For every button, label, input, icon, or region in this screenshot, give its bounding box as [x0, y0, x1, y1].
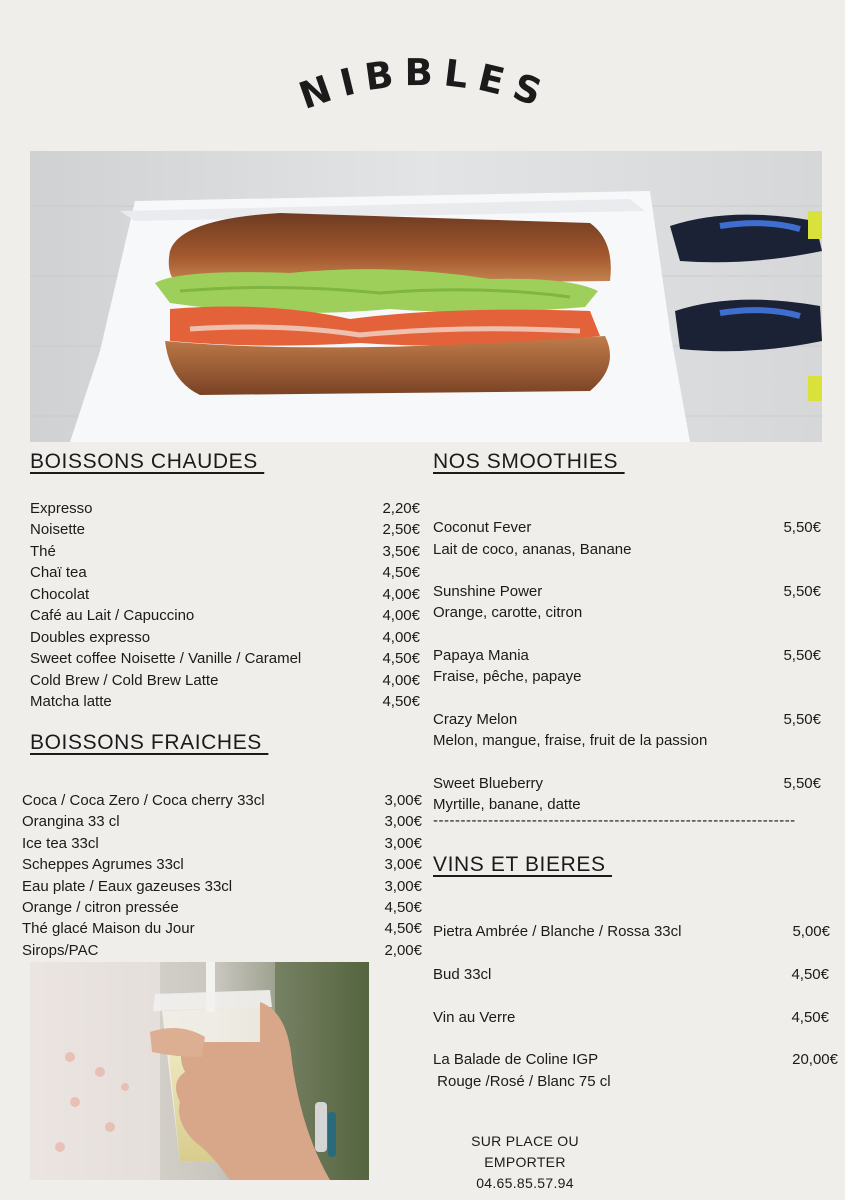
item-description: Melon, mangue, fraise, fruit de la passion	[433, 732, 708, 749]
menu-row	[30, 498, 420, 519]
menu-row	[433, 645, 821, 666]
brand-logo	[290, 40, 560, 135]
item-name: Chaï tea	[30, 564, 87, 581]
item-price: 5,50€	[783, 583, 821, 600]
item-name: Coca / Coca Zero / Coca cherry 33cl	[22, 792, 265, 809]
footer	[430, 1131, 620, 1194]
lemonade-cup-photo	[30, 962, 369, 1180]
item-price: 5,50€	[783, 711, 821, 728]
item-name: Scheppes Agrumes 33cl	[22, 856, 184, 873]
item-name: Sirops/PAC	[22, 942, 99, 959]
item-name: Pietra Ambrée / Blanche / Rossa 33cl	[433, 923, 682, 940]
item-name: Café au Lait / Capuccino	[30, 607, 195, 624]
item-price: 2,20€	[382, 500, 420, 517]
menu-row	[433, 921, 830, 942]
item-price: 4,00€	[382, 607, 420, 624]
item-name: Sweet Blueberry	[433, 775, 544, 792]
item-price: 3,00€	[384, 792, 422, 809]
menu-row	[22, 940, 422, 961]
footer-service: SUR PLACE OU EMPORTER	[471, 1133, 579, 1170]
menu-row	[22, 811, 422, 832]
menu-row	[30, 584, 420, 605]
menu-row	[433, 1007, 829, 1028]
menu-row	[433, 1049, 838, 1070]
item-name: Sunshine Power	[433, 583, 543, 600]
menu-row	[30, 541, 420, 562]
menu-row	[22, 897, 422, 918]
item-price: 5,00€	[792, 923, 830, 940]
item-name: Noisette	[30, 521, 86, 538]
heading-nos-smoothies: NOS SMOOTHIES	[433, 450, 625, 473]
brand-name: NIBBLES	[293, 50, 557, 118]
item-name: Expresso	[30, 500, 93, 517]
heading-boissons-fraiches: BOISSONS FRAICHES	[30, 731, 269, 754]
item-name: Chocolat	[30, 586, 90, 603]
menu-row	[30, 627, 420, 648]
item-price: 20,00€	[792, 1051, 838, 1068]
item-description: Orange, carotte, citron	[433, 604, 583, 621]
item-price: 2,00€	[384, 942, 422, 959]
dashed-separator: ------------------------------------------------------------------	[433, 812, 796, 829]
item-price: 3,00€	[384, 813, 422, 830]
item-name: Thé	[30, 543, 56, 560]
menu-row	[22, 876, 422, 897]
item-price: 4,00€	[382, 629, 420, 646]
item-price: 3,00€	[384, 835, 422, 852]
item-price: 4,50€	[384, 920, 422, 937]
item-price: 3,00€	[384, 856, 422, 873]
menu-row	[30, 691, 420, 712]
menu-row	[22, 833, 422, 854]
item-price: 5,50€	[783, 775, 821, 792]
item-name: Bud 33cl	[433, 966, 492, 983]
menu-row	[30, 519, 420, 540]
menu-row	[433, 581, 821, 602]
item-description: Lait de coco, ananas, Banane	[433, 541, 632, 558]
item-price: 5,50€	[783, 647, 821, 664]
item-name: Papaya Mania	[433, 647, 529, 664]
footer-phone: 04.65.85.57.94	[476, 1175, 574, 1191]
item-name: Ice tea 33cl	[22, 835, 99, 852]
item-name: Matcha latte	[30, 693, 112, 710]
heading-boissons-chaudes: BOISSONS CHAUDES	[30, 450, 265, 473]
item-name: Vin au Verre	[433, 1009, 516, 1026]
menu-row	[433, 517, 821, 538]
item-price: 4,00€	[382, 672, 420, 689]
item-price: 4,50€	[382, 693, 420, 710]
menu-row	[30, 605, 420, 626]
item-name: Eau plate / Eaux gazeuses 33cl	[22, 878, 233, 895]
menu-row	[433, 773, 821, 794]
item-name: Cold Brew / Cold Brew Latte	[30, 672, 219, 689]
item-name: Orange / citron pressée	[22, 899, 179, 916]
item-price: 4,50€	[384, 899, 422, 916]
menu-row	[30, 670, 420, 691]
item-price: 2,50€	[382, 521, 420, 538]
sandwich-photo	[30, 151, 822, 442]
item-price: 3,00€	[384, 878, 422, 895]
item-price: 5,50€	[783, 519, 821, 536]
menu-row	[22, 790, 422, 811]
item-name: Coconut Fever	[433, 519, 532, 536]
item-description: Fraise, pêche, papaye	[433, 668, 582, 685]
item-name: Doubles expresso	[30, 629, 151, 646]
menu-row	[433, 709, 821, 730]
item-price: 3,50€	[382, 543, 420, 560]
item-name: Crazy Melon	[433, 711, 518, 728]
item-price: 4,50€	[791, 966, 829, 983]
item-price: 4,50€	[791, 1009, 829, 1026]
item-name: Sweet coffee Noisette / Vanille / Caramel	[30, 650, 302, 667]
menu-row	[22, 918, 422, 939]
menu-row	[30, 562, 420, 583]
item-price: 4,00€	[382, 586, 420, 603]
menu-row	[22, 854, 422, 875]
menu-row	[30, 648, 420, 669]
item-description: Myrtille, banane, datte	[433, 796, 581, 813]
item-price: 4,50€	[382, 564, 420, 581]
item-price: 4,50€	[382, 650, 420, 667]
item-name: La Balade de Coline IGP	[433, 1051, 599, 1068]
item-name: Thé glacé Maison du Jour	[22, 920, 195, 937]
item-name: Orangina 33 cl	[22, 813, 120, 830]
heading-vins-et-bieres: VINS ET BIERES	[433, 853, 612, 876]
item-description: Rouge /Rosé / Blanc 75 cl	[433, 1073, 611, 1090]
menu-row	[433, 964, 829, 985]
